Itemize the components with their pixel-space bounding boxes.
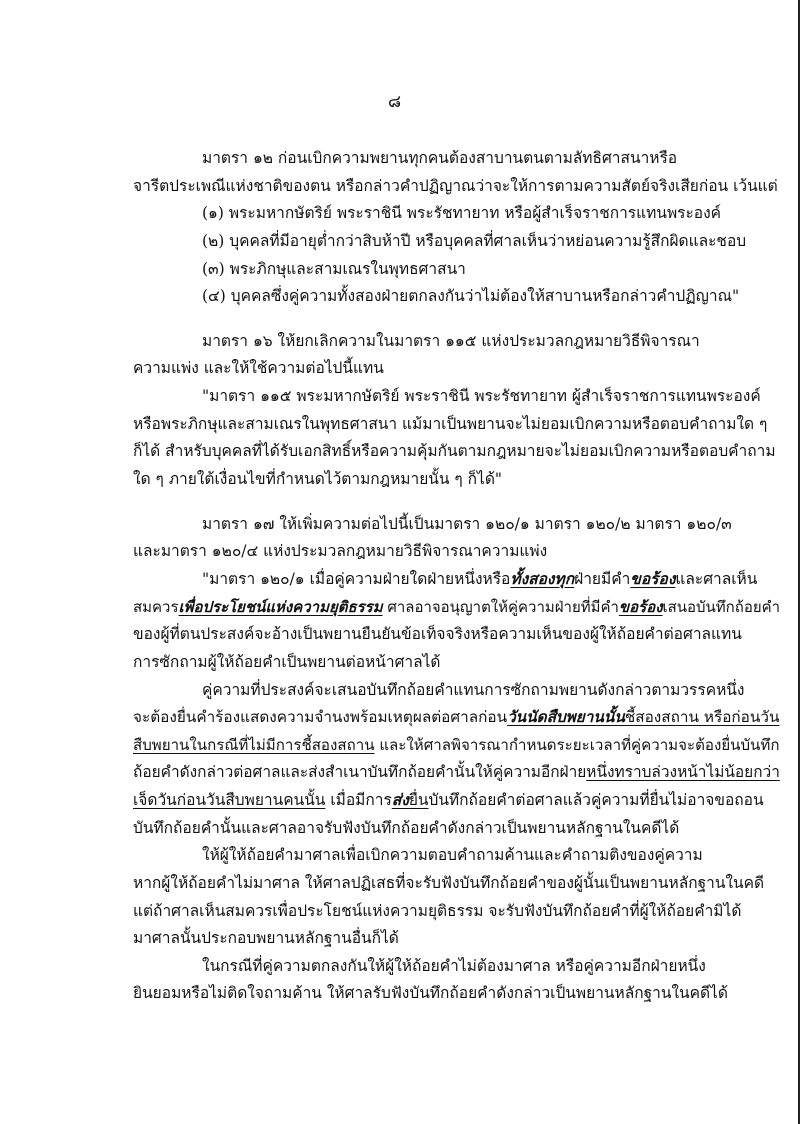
amended-text: วันนัดสืบพยานนั้น bbox=[507, 708, 625, 726]
amended-text: ขอร้อง bbox=[630, 569, 676, 588]
sec17-para2-line-5 bbox=[133, 790, 764, 810]
sec16-quote-2: หรือพระภิกษุและสามเณรในพุทธศาสนา แม้มาเป็นพยานจะไม่ยอมเบิกความหรือตอบคำถามใด ๆ bbox=[133, 415, 768, 433]
sec17-para3-line-4: มาศาลนั้นประกอบพยานหลักฐานอื่นก็ได้ bbox=[133, 929, 399, 947]
sec17-para1-line-3: ของผู้ที่ตนประสงค์จะอ้างเป็นพยานยืนยันข้อเท็จจริงหรือความเห็นของผู้ให้ถ้อยคำต่อศาลแทน bbox=[133, 625, 742, 643]
amended-text: เจ็ดวันก่อนวันสืบพยานคนนั้น bbox=[133, 791, 326, 809]
sec12-item-4: (๔) บุคคลซึ่งคู่ความทั้งสองฝ่ายตกลงกันว่าไม่ต้องให้สาบานหรือกล่าวคำปฏิญาณ" bbox=[202, 287, 740, 305]
sec17-para3-line-2: หากผู้ให้ถ้อยคำไม่มาศาล ให้ศาลปฏิเสธที่จะรับฟังบันทึกถ้อยคำของผู้นั้นเป็นพยานหลักฐานในคดี bbox=[133, 874, 765, 892]
sec12-item-3: (๓) พระภิกษุและสามเณรในพุทธศาสนา bbox=[202, 260, 466, 278]
sec17-para2-line-4 bbox=[133, 762, 780, 782]
amended-text: ส่ง bbox=[391, 790, 409, 809]
text-run: จะต้องยื่นคำร้องแสดงความจำนงพร้อมเหตุผลต่อศาลก่อน bbox=[133, 708, 508, 726]
sec16-line-1: มาตรา ๑๖ ให้ยกเลิกความในมาตรา ๑๑๕ แห่งประมวลกฎหมายวิธีพิจารณา bbox=[202, 332, 700, 350]
sec17-line-1: มาตรา ๑๗ ให้เพิ่มความต่อไปนี้เป็นมาตรา ๑๒๐/๑ มาตรา ๑๒๐/๒ มาตรา ๑๒๐/๓ bbox=[202, 515, 732, 533]
text-run: สมควร bbox=[133, 598, 179, 616]
sec12-line-2: จารีตประเพณีแห่งชาติของตน หรือกล่าวคำปฏิญาณว่าจะให้การตามความสัตย์จริงเสียก่อน เว้นแต่ bbox=[133, 177, 778, 195]
sec12-line-1: มาตรา ๑๒ ก่อนเบิกความพยานทุกคนต้องสาบานตนตามลัทธิศาสนาหรือ bbox=[202, 149, 678, 167]
sec17-para4-line-2: ยินยอมหรือไม่ติดใจถามค้าน ให้ศาลรับฟังบันทึกถ้อยคำดังกล่าวเป็นพยานหลักฐานในคดีได้ bbox=[133, 984, 728, 1002]
sec12-item-1: (๑) พระมหากษัตริย์ พระราชินี พระรัชทายาท หรือผู้สำเร็จราชการแทนพระองค์ bbox=[202, 204, 722, 222]
sec17-para2-line-3 bbox=[133, 735, 779, 755]
amended-text: สืบพยานในกรณีที่ไม่มีการชี้สองสถาน bbox=[133, 736, 375, 754]
sec16-quote-4: ใด ๆ ภายใต้เงื่อนไขที่กำหนดไว้ตามกฎหมายนั้น ๆ ก็ได้" bbox=[133, 470, 503, 488]
sec16-quote-3: ก็ได้ สำหรับบุคคลที่ได้รับเอกสิทธิ์หรือความคุ้มกันตามกฎหมายจะไม่ยอมเบิกความหรือตอบคำถาม bbox=[133, 442, 776, 460]
amended-text: ทั้งสองทุก bbox=[510, 569, 575, 588]
page-number: ๘ bbox=[388, 92, 402, 112]
text-run: และให้ศาลพิจารณากำหนดระยะเวลาที่คู่ความจะต้องยื่นบันทึก bbox=[374, 736, 780, 754]
amended-text: ชี้สองสถาน หรือก่อนวัน bbox=[624, 708, 780, 726]
sec17-para2-line-6: บันทึกถ้อยคำนั้นและศาลอาจรับฟังบันทึกถ้อยคำดังกล่าวเป็นพยานหลักฐานในคดีได้ bbox=[133, 819, 680, 837]
text-run: ศาลอาจอนุญาตให้คู่ความฝ่ายที่มีคำ bbox=[382, 598, 619, 616]
sec17-para4-line-1: ในกรณีที่คู่ความตกลงกันให้ผู้ให้ถ้อยคำไม่ต้องมาศาล หรือคู่ความอีกฝ่ายหนึ่ง bbox=[202, 957, 706, 975]
amended-text: ขอร้อง bbox=[618, 598, 663, 616]
amended-text: หนึ่ง bbox=[586, 763, 615, 781]
amended-text: ทราบล่วงหน้าไม่น้อยกว่า bbox=[614, 763, 780, 781]
sec17-para2-line-2 bbox=[133, 707, 779, 727]
text-run: เมื่อมีการ bbox=[325, 791, 392, 809]
sec16-quote-1: "มาตรา ๑๑๕ พระมหากษัตริย์ พระราชินี พระรัชทายาท ผู้สำเร็จราชการแทนพระองค์ bbox=[202, 387, 761, 405]
sec17-para2-line-1: คู่ความที่ประสงค์จะเสนอบันทึกถ้อยคำแทนการซักถามพยานดังกล่าวตามวรรคหนึ่ง bbox=[202, 681, 745, 699]
text-run: และศาลเห็น bbox=[675, 570, 758, 588]
sec16-line-2: ความแพ่ง และให้ใช้ความต่อไปนี้แทน bbox=[133, 359, 384, 377]
amended-text: ยื่น bbox=[408, 791, 429, 809]
text-run: เสนอบันทึกถ้อยคำ bbox=[662, 598, 781, 616]
text-run: ฝ่ายมีคำ bbox=[574, 570, 631, 588]
sec17-para1-line-4: การซักถามผู้ให้ถ้อยคำเป็นพยานต่อหน้าศาลได้ bbox=[133, 653, 441, 671]
text-run: บันทึกถ้อยคำต่อศาลแล้วคู่ความที่ยื่นไม่อาจขอถอน bbox=[428, 791, 764, 809]
sec17-para3-line-3: แต่ถ้าศาลเห็นสมควรเพื่อประโยชน์แห่งความยุติธรรม จะรับฟังบันทึกถ้อยคำที่ผู้ให้ถ้อยคำมิได้ bbox=[133, 902, 742, 920]
amended-text: เพื่อประโยชน์แห่งความยุติธรรม bbox=[178, 598, 383, 616]
sec17-para3-line-1: ให้ผู้ให้ถ้อยคำมาศาลเพื่อเบิกความตอบคำถามค้านและคำถามติงของคู่ความ bbox=[202, 846, 703, 864]
sec17-para1-line-2 bbox=[133, 597, 780, 617]
sec17-para1-line-1 bbox=[202, 569, 757, 589]
sec17-line-2: และมาตรา ๑๒๐/๔ แห่งประมวลกฎหมายวิธีพิจารณาความแพ่ง bbox=[133, 542, 548, 560]
sec12-item-2: (๒) บุคคลที่มีอายุต่ำกว่าสิบห้าปี หรือบุคคลที่ศาลเห็นว่าหย่อนความรู้สึกผิดและชอบ bbox=[202, 232, 747, 250]
text-run: ถ้อยคำดังกล่าวต่อศาลและส่งสำเนาบันทึกถ้อยคำนั้นให้คู่ความอีกฝ่าย bbox=[133, 763, 587, 781]
text-run: "มาตรา ๑๒๐/๑ เมื่อคู่ความฝ่ายใดฝ่ายหนึ่งหรือ bbox=[202, 570, 511, 588]
